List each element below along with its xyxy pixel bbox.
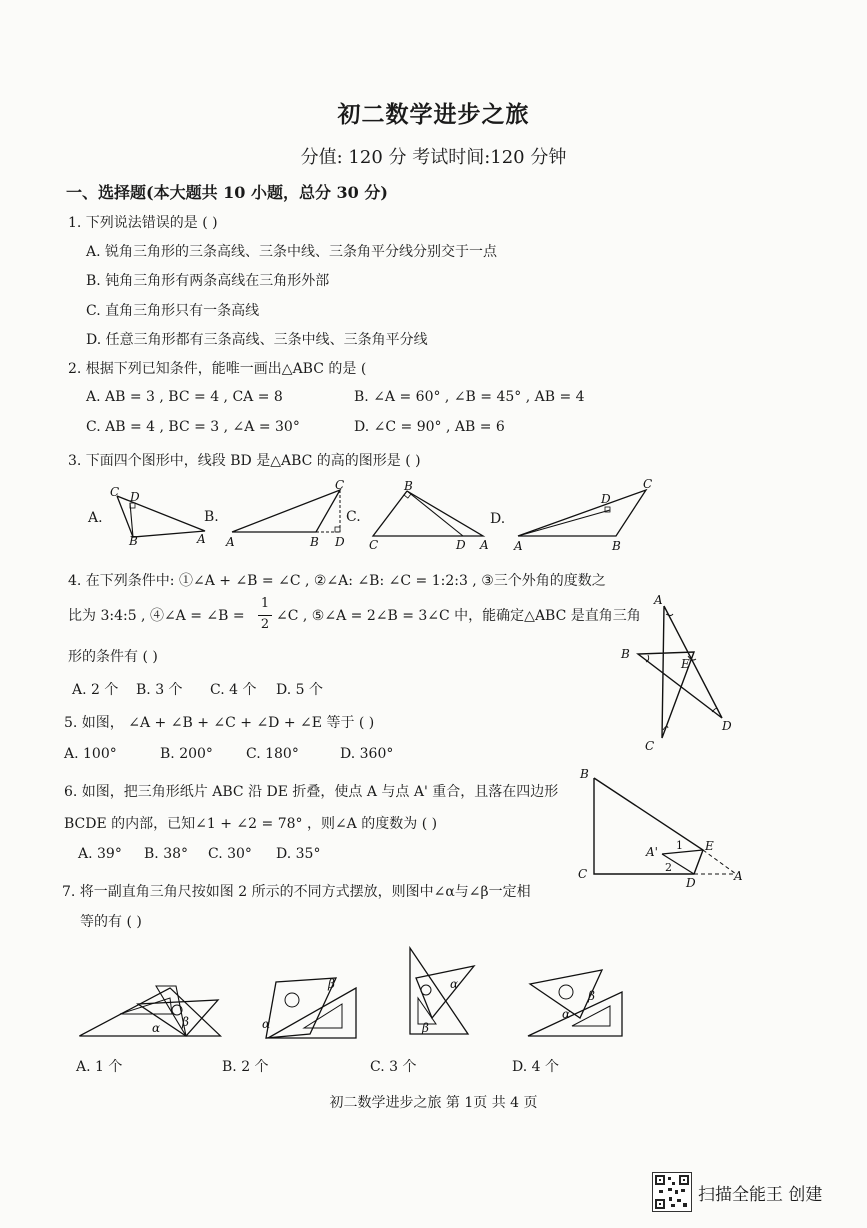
q3-figure-b	[224, 478, 349, 550]
q4-line1: 4. 在下列条件中: ①∠A + ∠B = ∠C , ②∠A: ∠B: ∠C = 1:2:3 , ③三个外角的度数之	[68, 573, 606, 589]
scanner-brand-text: 扫描全能王 创建	[698, 1185, 823, 1205]
q7-fig1-beta: β	[182, 1015, 189, 1029]
q4-option-c: C. 4 个	[210, 682, 257, 698]
q4-fraction-denominator: 2	[260, 617, 270, 632]
q7-figure-4	[522, 962, 630, 1042]
q5-option-b: B. 200°	[160, 746, 213, 762]
q7-line1: 7. 将一副直角三角尺按如图 2 所示的不同方式摆放，则图中∠α与∠β一定相	[62, 884, 531, 900]
q3c-label-a: A	[480, 538, 489, 552]
q3-stem: 3. 下面四个图形中，线段 BD 是△ABC 的高的图形是 ( )	[68, 453, 421, 469]
q7-fig3-alpha: α	[450, 977, 459, 991]
q7-fig2-beta: β	[328, 977, 335, 991]
q7-fig4-beta: β	[588, 989, 595, 1003]
q3-option-b: B.	[204, 509, 219, 525]
q4-line3: 形的条件有 ( )	[68, 649, 158, 665]
q4-line2a: 比为 3:4:5 , ④∠A = ∠B =	[68, 608, 245, 624]
q4-line2b: ∠C , ⑤∠A = 2∠B = 3∠C 中，能确定△ABC 是直角三角	[276, 608, 641, 624]
q5-label-a: A	[654, 593, 663, 607]
q7-fig1-alpha: α	[152, 1021, 161, 1035]
q6-option-b: B. 38°	[144, 846, 189, 862]
q6-label-d: D	[686, 876, 696, 890]
q5-stem: 5. 如图， ∠A + ∠B + ∠C + ∠D + ∠E 等于 ( )	[64, 715, 375, 731]
q4-fraction-bar	[258, 615, 272, 616]
section-heading: 一、选择题(本大题共 10 小题，总分 30 分)	[66, 183, 388, 202]
q5-option-a: A. 100°	[64, 746, 117, 762]
q3d-label-b: B	[612, 539, 621, 553]
q7-fig3-beta: β	[422, 1021, 429, 1035]
page-title: 初二数学进步之旅	[337, 101, 530, 128]
q7-figure-2	[256, 968, 366, 1048]
q3-option-a: A.	[88, 510, 103, 526]
q6-label-e: E	[705, 839, 714, 853]
q1-option-d: D. 任意三角形都有三条高线、三条中线、三条角平分线	[86, 332, 428, 348]
q3-figure-d	[510, 476, 660, 553]
q6-option-a: A. 39°	[78, 846, 122, 862]
q7-figure-1	[76, 970, 226, 1045]
q5-figure-star	[618, 592, 748, 757]
q7-fig4-alpha: α	[562, 1007, 571, 1021]
q5-label-b: B	[621, 647, 630, 661]
q6-label-b: B	[580, 767, 589, 781]
q7-option-d: D. 4 个	[512, 1059, 559, 1075]
q2-option-a: A. AB = 3 , BC = 4 , CA = 8	[86, 389, 283, 405]
q6-label-angle-2: 2	[665, 861, 672, 874]
q7-line2: 等的有 ( )	[80, 914, 142, 930]
q2-option-b: B. ∠A = 60° , ∠B = 45° , AB = 4	[354, 389, 585, 405]
q7-option-b: B. 2 个	[222, 1059, 269, 1075]
q3b-label-d: D	[335, 535, 345, 549]
q6-label-angle-1: 1	[676, 839, 683, 852]
q3a-label-a: A	[197, 532, 206, 546]
q5-option-d: D. 360°	[340, 746, 394, 762]
q3-figure-c	[365, 480, 495, 550]
q4-option-a: A. 2 个	[72, 682, 119, 698]
q6-line1: 6. 如图，把三角形纸片 ABC 沿 DE 折叠，使点 A 与点 A' 重合，且落在四边形	[64, 784, 559, 800]
q1-stem: 1. 下列说法错误的是 ( )	[68, 215, 218, 231]
q3d-label-d: D	[601, 492, 611, 506]
q3c-label-c: C	[369, 538, 379, 552]
q3c-label-d: D	[456, 538, 466, 552]
q3-option-c: C.	[346, 509, 361, 525]
q6-figure-fold	[576, 768, 752, 890]
q5-label-e: E	[681, 657, 690, 671]
q2-option-d: D. ∠C = 90° , AB = 6	[354, 419, 505, 435]
page-footer: 初二数学进步之旅 第 1页 共 4 页	[329, 1095, 538, 1111]
q3-option-d: D.	[490, 511, 506, 527]
q3b-label-b: B	[310, 535, 319, 549]
q3c-label-b: B	[404, 479, 413, 493]
q7-option-c: C. 3 个	[370, 1059, 417, 1075]
q4-fraction-numerator: 1	[260, 596, 270, 611]
q5-option-c: C. 180°	[246, 746, 299, 762]
q3a-label-b: B	[129, 534, 138, 548]
q1-option-c: C. 直角三角形只有一条高线	[86, 303, 260, 319]
q3-figure-a	[105, 480, 215, 548]
q5-label-d: D	[722, 719, 732, 733]
q3d-label-c: C	[643, 477, 653, 491]
q7-fig2-alpha: α	[262, 1017, 271, 1031]
q6-label-a-prime: A'	[646, 845, 658, 859]
q4-option-d: D. 5 个	[276, 682, 323, 698]
q3d-label-a: A	[514, 539, 523, 553]
q1-option-b: B. 钝角三角形有两条高线在三角形外部	[86, 273, 330, 289]
q7-option-a: A. 1 个	[76, 1059, 123, 1075]
q6-option-c: C. 30°	[208, 846, 252, 862]
q3b-label-c: C	[335, 478, 345, 492]
q4-option-b: B. 3 个	[136, 682, 183, 698]
q2-option-c: C. AB = 4 , BC = 3 , ∠A = 30°	[86, 419, 300, 435]
q3a-label-c: C	[110, 485, 120, 499]
q1-option-a: A. 锐角三角形的三条高线、三条中线、三条角平分线分别交于一点	[86, 244, 498, 260]
qr-code-icon	[652, 1172, 692, 1212]
q7-figure-3	[402, 944, 492, 1044]
q5-label-c: C	[645, 739, 655, 753]
q6-option-d: D. 35°	[276, 846, 321, 862]
q3a-label-d: D	[130, 490, 140, 504]
q6-label-c: C	[578, 867, 588, 881]
q2-stem: 2. 根据下列已知条件，能唯一画出△ABC 的是 (	[68, 361, 367, 377]
exam-info: 分值: 120 分 考试时间:120 分钟	[300, 147, 567, 168]
q6-line2: BCDE 的内部，已知∠1 + ∠2 = 78° ，则∠A 的度数为 ( )	[64, 816, 438, 832]
q6-label-a: A	[734, 869, 743, 883]
q3b-label-a: A	[226, 535, 235, 549]
